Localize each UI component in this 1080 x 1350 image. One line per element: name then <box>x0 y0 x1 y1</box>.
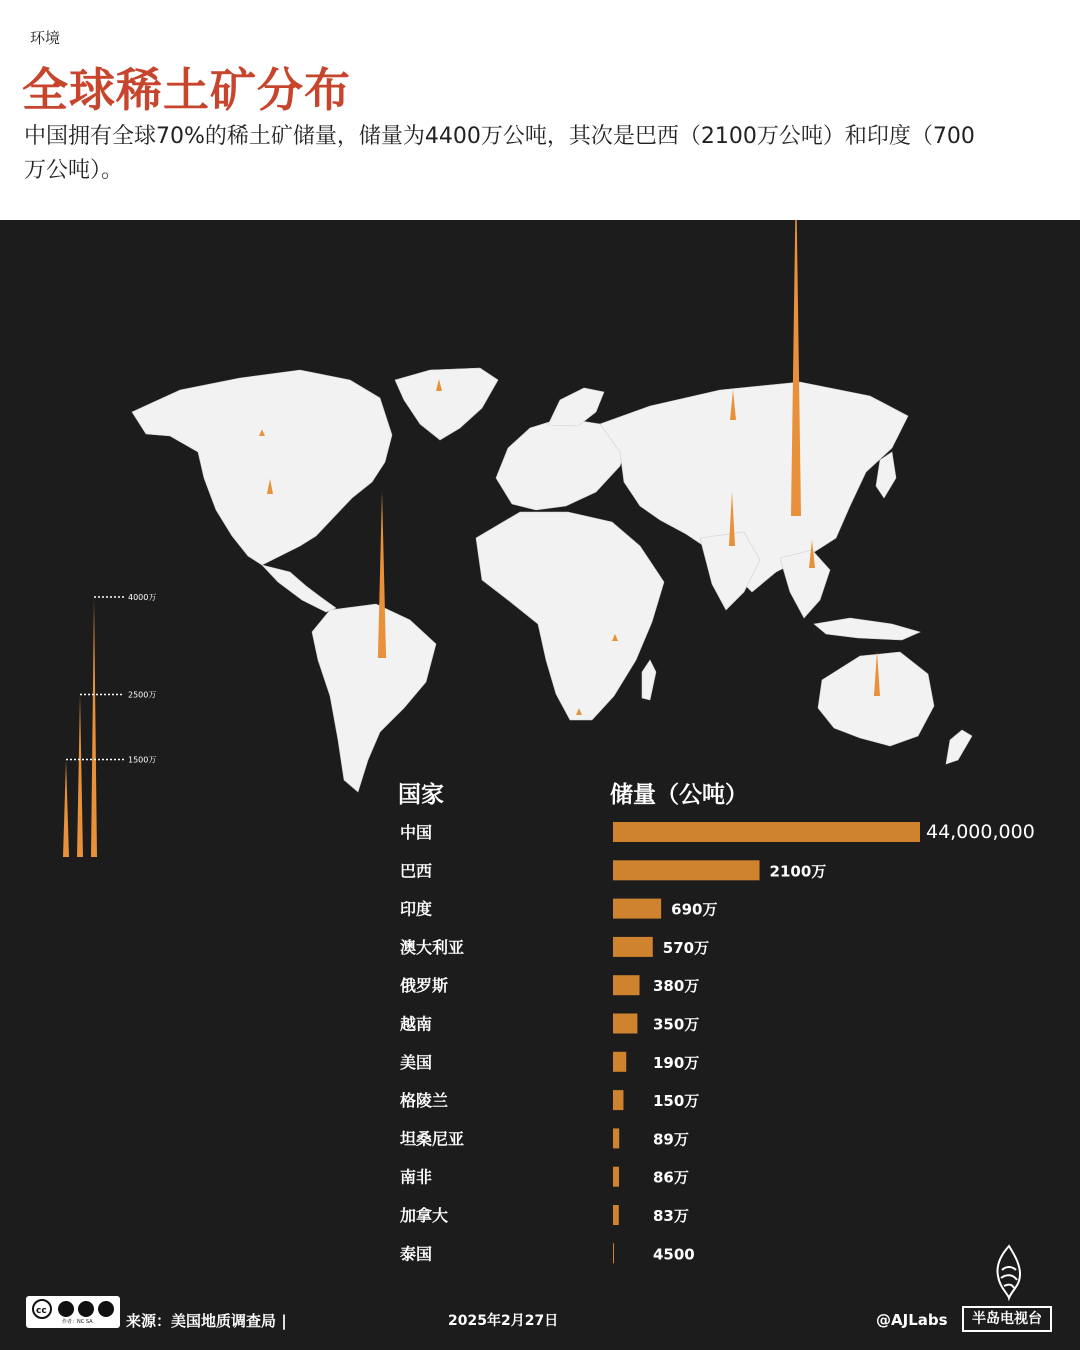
greenland-landmass <box>395 368 498 440</box>
reserve-bar <box>613 1205 619 1225</box>
value-label: 44,000,000 <box>926 821 1035 843</box>
spike-legend <box>50 580 180 870</box>
value-label: 190万 <box>653 1053 700 1072</box>
reserve-bar <box>613 899 661 919</box>
country-label: 加拿大 <box>400 1206 449 1225</box>
reserve-bar <box>613 1052 626 1072</box>
reserve-bar <box>613 937 653 957</box>
value-label: 89万 <box>653 1130 689 1149</box>
country-label: 越南 <box>400 1014 433 1034</box>
category-label: 环境 <box>30 29 61 47</box>
reserves-column-header: 储量（公吨） <box>610 782 748 808</box>
indonesia-landmass <box>814 618 920 640</box>
reserve-bar <box>613 1167 619 1187</box>
legend-spike <box>77 695 83 858</box>
value-label: 380万 <box>653 977 700 996</box>
north-america-landmass <box>132 370 392 565</box>
value-label: 570万 <box>662 938 710 957</box>
legend-label: 4000万 <box>128 593 157 602</box>
reserve-bar <box>613 1090 623 1110</box>
country-label: 南非 <box>400 1167 433 1187</box>
africa-landmass <box>476 512 664 720</box>
brand-name: 半岛电视台 <box>962 1306 1052 1332</box>
page-subtitle: 中国拥有全球70%的稀土矿储量，储量为4400万公吨，其次是巴西（2100万公吨）和印度（700万公吨）。 <box>24 124 975 183</box>
license-text: 作者：NC SA <box>62 1319 93 1325</box>
reserve-bar <box>613 975 640 995</box>
country-label: 巴西 <box>400 861 433 881</box>
country-label: 美国 <box>400 1052 433 1072</box>
header-panel <box>0 0 1080 220</box>
value-label: 4500 <box>653 1245 695 1264</box>
value-label: 350万 <box>653 1015 700 1034</box>
scandinavia-landmass <box>548 388 604 426</box>
cc-icon <box>26 1296 120 1328</box>
svg-text:cc: cc <box>36 1306 47 1316</box>
reserve-bar <box>613 1014 637 1034</box>
country-label: 中国 <box>400 823 433 842</box>
aljazeera-logo-icon <box>986 1242 1032 1302</box>
value-label: 86万 <box>653 1168 689 1187</box>
reserve-bar <box>613 822 920 842</box>
legend-label: 2500万 <box>128 690 157 700</box>
reserves-bar-chart <box>390 812 1070 1272</box>
country-label: 泰国 <box>400 1244 433 1264</box>
cc-license-badge <box>26 1296 120 1328</box>
country-label: 印度 <box>400 899 433 919</box>
central-america-landmass <box>262 565 336 612</box>
country-column-header: 国家 <box>398 782 444 808</box>
legend-spike <box>91 597 97 857</box>
reserve-bar <box>613 1128 619 1148</box>
country-label: 格陵兰 <box>400 1091 449 1111</box>
country-label: 坦桑尼亚 <box>400 1129 465 1149</box>
south-america-landmass <box>312 604 436 792</box>
madagascar-landmass <box>642 660 656 700</box>
value-label: 2100万 <box>769 862 827 881</box>
reserve-spike <box>378 491 386 658</box>
value-label: 150万 <box>653 1092 700 1111</box>
page-title: 全球稀土矿分布 <box>22 63 351 117</box>
publish-date: 2025年2月27日 <box>448 1313 559 1329</box>
southeast-asia-landmass <box>780 550 830 618</box>
reserve-bar <box>613 860 760 880</box>
source-credit: 来源：美国地质调查局 | <box>126 1312 287 1330</box>
country-label: 俄罗斯 <box>400 976 449 996</box>
reserve-bar <box>613 1243 614 1263</box>
country-label: 澳大利亚 <box>400 937 465 957</box>
social-handle: @AJLabs <box>876 1311 948 1329</box>
legend-spike <box>63 760 69 858</box>
value-label: 83万 <box>653 1207 689 1225</box>
new-zealand-landmass <box>946 730 972 764</box>
legend-label: 1500万 <box>128 755 157 765</box>
reserve-spike <box>791 220 801 516</box>
value-label: 690万 <box>671 900 718 919</box>
